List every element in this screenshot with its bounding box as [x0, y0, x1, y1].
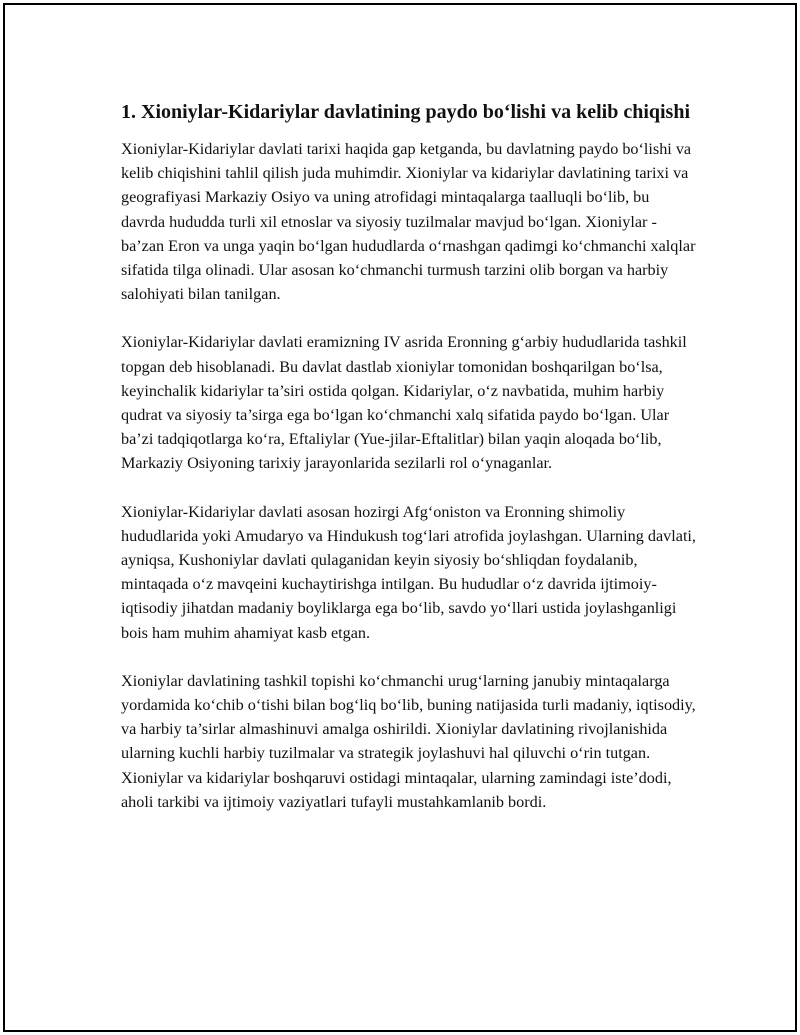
- page-frame: [3, 3, 797, 1032]
- paragraph-1: Xioniylar-Kidariylar davlati tarixi haqida gap ketganda, bu davlatning paydo bo‘lishi va kelib chiqishini tahlil qilish juda muhimdir. Xioniylar va kidariylar davlatining tarixi va geografiyasi Markaziy Osiyo va uning atrofidagi mintaqalarga taalluqli bo‘lib, bu davrda hududda turli xil etnoslar va siyosiy tuzilmalar mavjud bo‘lgan. Xioniylar - ba’zan Eron va unga yaqin bo‘lgan hududlarda o‘rnashgan qadimgi ko‘chmanchi xalqlar sifatida tilga olinadi. Ular asosan ko‘chmanchi turmush tarzini olib borgan va harbiy salohiyati bilan tanilgan.: [121, 140, 696, 304]
- section-heading: 1. Xioniylar-Kidariylar davlatining paydo bo‘lishi va kelib chiqishi: [121, 101, 691, 123]
- paragraph-2: Xioniylar-Kidariylar davlati eramizning IV asrida Eronning g‘arbiy hududlarida tashkil topgan deb hisoblanadi. Bu davlat dastlab xioniylar tomonidan boshqarilgan bo‘lsa, keyinchalik kidariylar ta’siri ostida qolgan. Kidariylar, o‘z navbatida, muhim harbiy qudrat va siyosiy ta’sirga ega bo‘lgan ko‘chmanchi xalq sifatida paydo bo‘lgan. Ular ba’zi tadqiqotlarga ko‘ra, Eftaliylar (Yue-jilar-Eftalitlar) bilan yaqin aloqada bo‘lib, Markaziy Osiyoning tarixiy jarayonlarida sezilarli rol o‘ynaganlar.: [121, 333, 687, 473]
- paragraph-4: Xioniylar davlatining tashkil topishi ko‘chmanchi urug‘larning janubiy mintaqalarga yordamida ko‘chib o‘tishi bilan bog‘liq bo‘lib, buning natijasida turli madaniy, iqtisodiy, va harbiy ta’sirlar almashinuvi amalga oshirildi. Xioniylar davlatining rivojlanishida ularning kuchli harbiy tuzilmalar va strategik joylashuvi hal qiluvchi o‘rin tutgan. Xioniylar va kidariylar boshqaruvi ostidagi mintaqalar, ularning zamindagi iste’dodi, aholi tarkibi va ijtimoiy vaziyatlari tufayli mustahkamlanib bordi.: [121, 671, 696, 811]
- paragraph-3: Xioniylar-Kidariylar davlati asosan hozirgi Afg‘oniston va Eronning shimoliy hududlarida yoki Amudaryo va Hindukush tog‘lari atrofida joylashgan. Ularning davlati, ayniqsa, Kushoniylar davlati qulaganidan keyin siyosiy bo‘shliqdan foydalanib, mintaqada o‘z mavqeini kuchaytirishga intilgan. Bu hududlar o‘z davrida ijtimoiy-iqtisodiy jihatdan madaniy boyliklarga ega bo‘lib, savdo yo‘llari ustida joylashganligi bois ham muhim ahamiyat kasb etgan.: [121, 502, 696, 642]
- document-body: [121, 99, 696, 838]
